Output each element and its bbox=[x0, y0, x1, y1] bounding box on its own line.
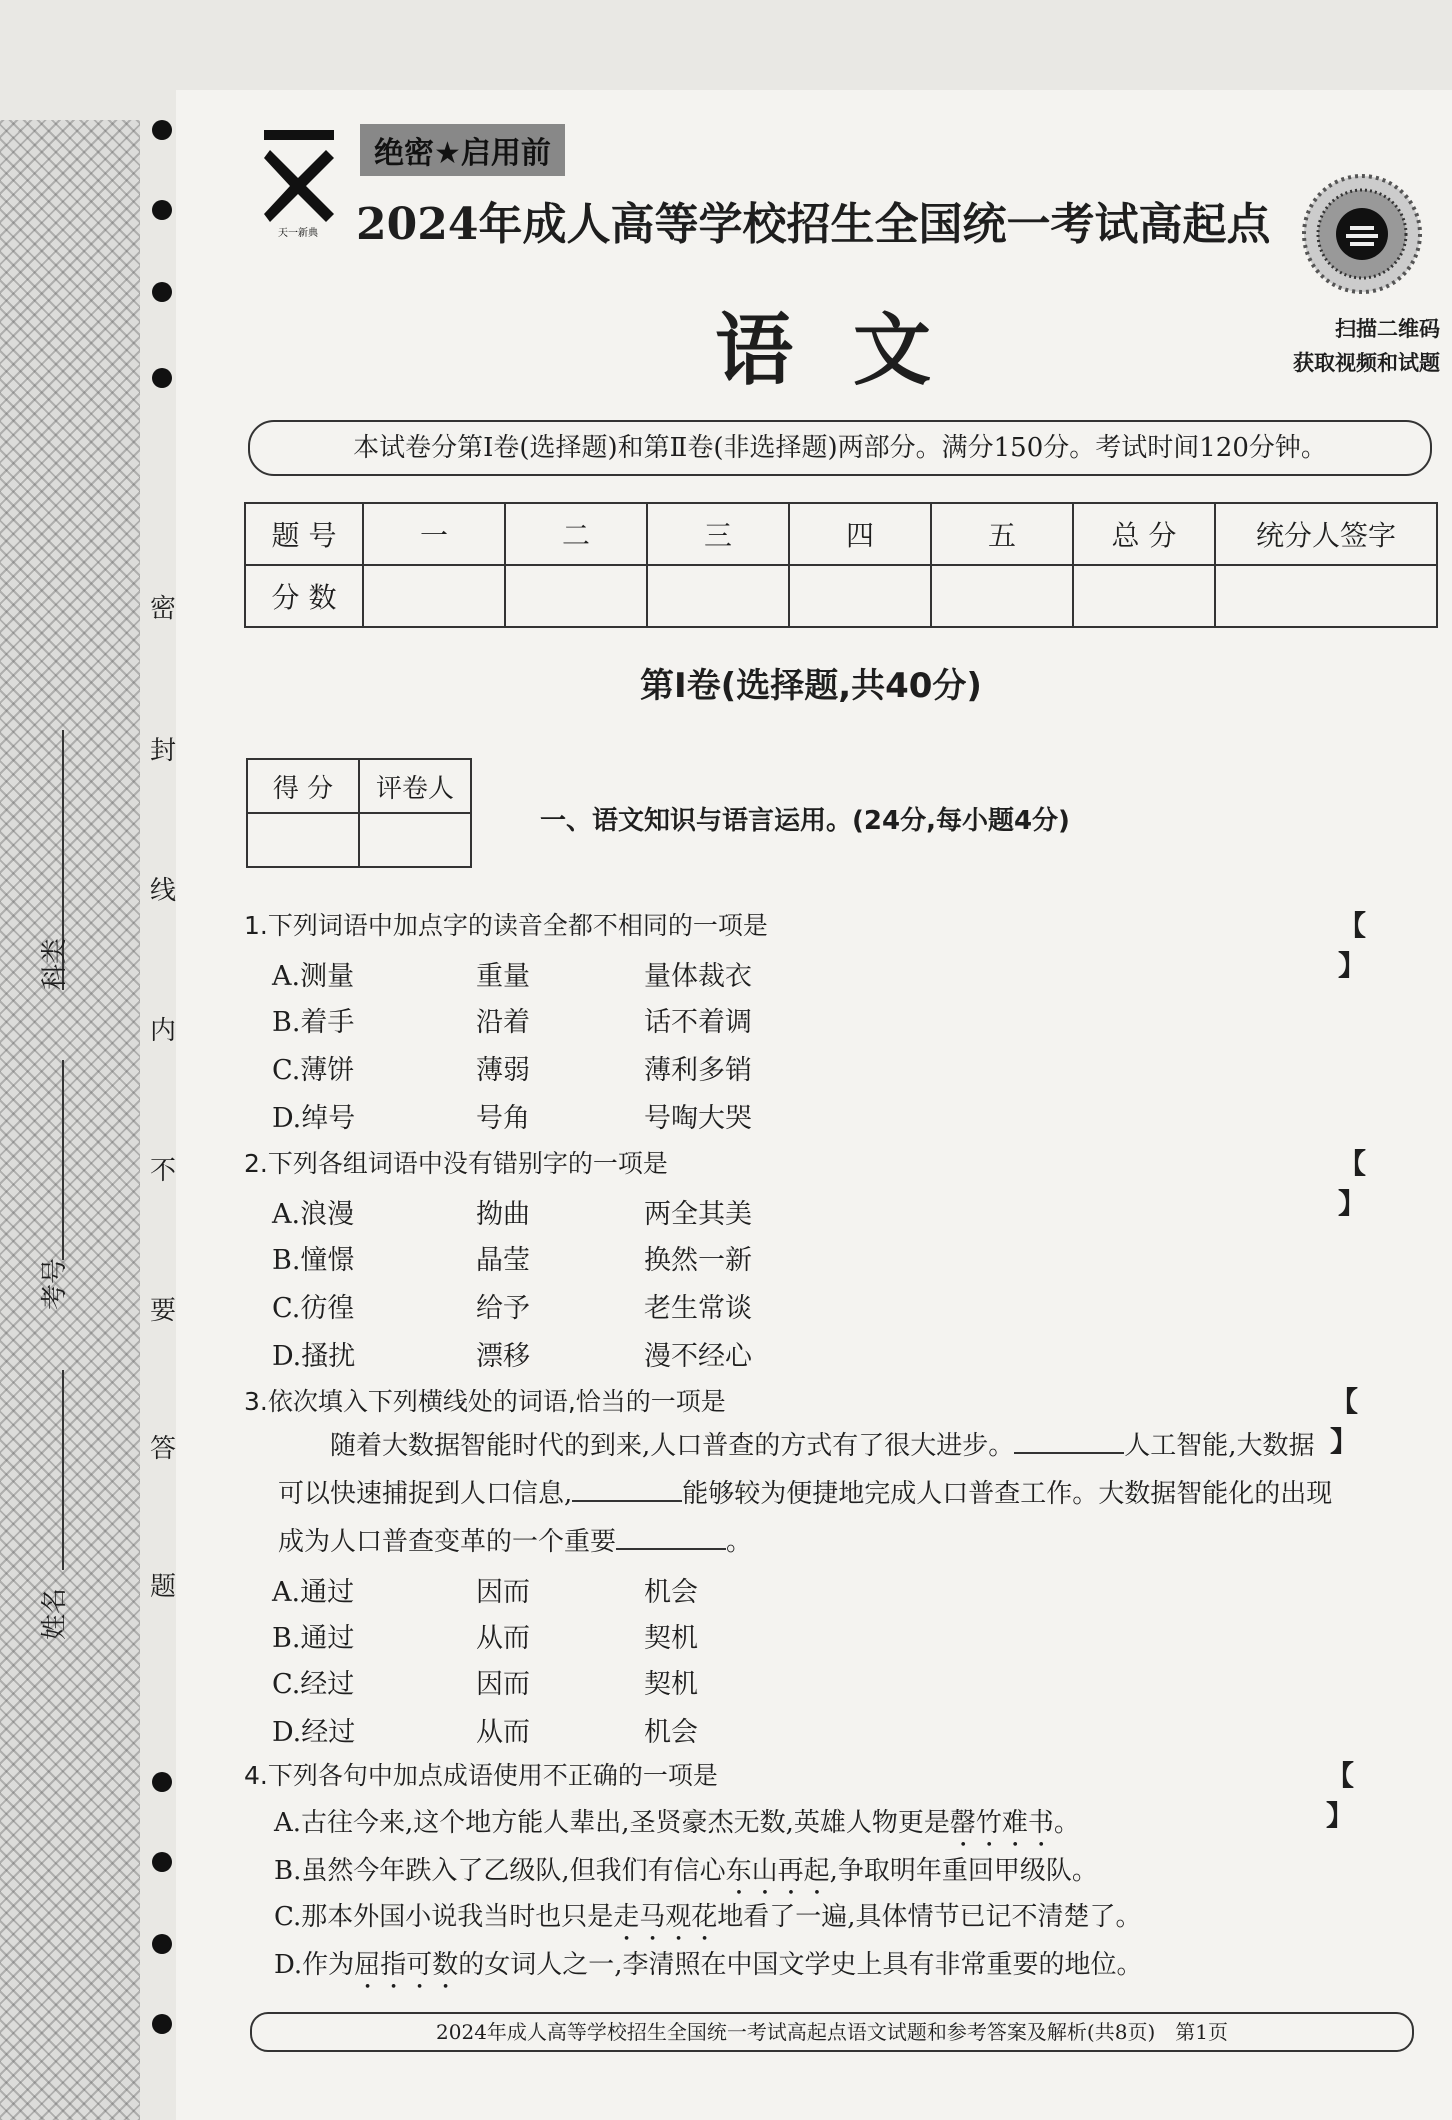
q2-option-a-1: A.浪漫 bbox=[272, 1199, 355, 1230]
q4-c-text: C.那本外国小说我当时也只是 bbox=[274, 1902, 614, 1932]
binding-margin bbox=[0, 120, 140, 2120]
secrecy-banner: 绝密★启用前 bbox=[360, 124, 565, 176]
q3-option-b-3: 契机 bbox=[644, 1623, 698, 1654]
score-header: 四 bbox=[789, 503, 931, 565]
binding-hole bbox=[152, 282, 172, 302]
field-line-name[interactable] bbox=[62, 1370, 64, 1570]
q1-option-d-1: D.绰号 bbox=[272, 1103, 356, 1134]
seal-char: 要 bbox=[149, 1296, 176, 1326]
q4-d-text: D.作为 bbox=[274, 1950, 355, 1980]
q4-option-b bbox=[274, 1850, 1098, 1901]
score-cell[interactable] bbox=[789, 565, 931, 627]
score-cell[interactable] bbox=[505, 565, 647, 627]
q2-option-d-3: 漫不经心 bbox=[644, 1341, 752, 1372]
q3-blank-1[interactable] bbox=[1014, 1426, 1124, 1454]
score-header: 二 bbox=[505, 503, 647, 565]
q3-option-c-3: 契机 bbox=[644, 1669, 698, 1700]
score-header: 三 bbox=[647, 503, 789, 565]
q3-option-b-2: 从而 bbox=[476, 1623, 530, 1654]
score-cell[interactable] bbox=[1073, 565, 1215, 627]
grade-score-cell[interactable] bbox=[247, 813, 359, 867]
q3-option-c-2: 因而 bbox=[476, 1669, 530, 1700]
q3-passage-line1 bbox=[278, 1422, 1428, 1470]
q4-a-text: A.古往今来,这个地方能人辈出,圣贤豪杰无数,英雄人物更是 bbox=[274, 1808, 950, 1838]
subject-title: 语文 bbox=[715, 305, 992, 396]
q4-option-d bbox=[274, 1944, 1142, 1995]
q3-answer-bracket[interactable]: 【 】 bbox=[1330, 1385, 1397, 1458]
q3-option-d-1: D.经过 bbox=[272, 1717, 356, 1748]
brand-name: 天一新典 bbox=[278, 228, 318, 238]
seal-char: 线 bbox=[149, 876, 176, 906]
q1-option-a-1: A.测量 bbox=[272, 961, 355, 992]
binding-hole bbox=[152, 1934, 172, 1954]
q1-option-d-3: 号啕大哭 bbox=[644, 1103, 752, 1134]
q3-option-b-1: B.通过 bbox=[272, 1623, 355, 1654]
q1-option-b-2: 沿着 bbox=[476, 1007, 530, 1038]
q2-option-b-2: 晶莹 bbox=[476, 1245, 530, 1276]
q4-answer-bracket[interactable]: 【 】 bbox=[1326, 1759, 1393, 1832]
q3-blank-3[interactable] bbox=[616, 1522, 726, 1550]
binding-hole bbox=[152, 200, 172, 220]
field-line-examno[interactable] bbox=[62, 1060, 64, 1260]
page-footer: 2024年成人高等学校招生全国统一考试高起点语文试题和参考答案及解析(共8页) 第1页 bbox=[250, 2012, 1414, 2052]
q3-line2-text-b: 能够较为便捷地完成人口普查工作。大数据智能化的出现 bbox=[682, 1479, 1333, 1509]
q4-d-idiom: 屈指可数 bbox=[354, 1950, 459, 1980]
score-header: 一 bbox=[363, 503, 505, 565]
score-header: 题 号 bbox=[245, 503, 363, 565]
publisher-logo bbox=[262, 128, 340, 238]
q3-line1-text-a: 随着大数据智能时代的到来,人口普查的方式有了很大进步。 bbox=[330, 1431, 1015, 1461]
q3-line3-text-b: 。 bbox=[726, 1527, 753, 1557]
q1-answer-bracket[interactable]: 【 】 bbox=[1338, 909, 1405, 982]
q1-option-b-3: 话不着调 bbox=[644, 1007, 752, 1038]
q3-passage bbox=[278, 1422, 1428, 1566]
score-cell[interactable] bbox=[647, 565, 789, 627]
q3-option-c-1: C.经过 bbox=[272, 1669, 355, 1700]
q2-option-a-3: 两全其美 bbox=[644, 1199, 752, 1230]
q1-option-c-1: C.薄饼 bbox=[272, 1055, 355, 1086]
score-header: 五 bbox=[931, 503, 1073, 565]
q4-stem: 4.下列各句中加点成语使用不正确的一项是 bbox=[244, 1761, 718, 1790]
q1-option-c-2: 薄弱 bbox=[476, 1055, 530, 1086]
qr-code-icon[interactable] bbox=[1302, 174, 1422, 294]
q4-a-idiom: 罄竹难书 bbox=[949, 1808, 1054, 1838]
q2-option-a-2: 拗曲 bbox=[476, 1199, 530, 1230]
q3-passage-line2 bbox=[278, 1470, 1428, 1518]
q2-answer-bracket[interactable]: 【 】 bbox=[1338, 1147, 1405, 1220]
q2-option-b-3: 换然一新 bbox=[644, 1245, 752, 1276]
q3-option-d-3: 机会 bbox=[644, 1717, 698, 1748]
q4-option-c bbox=[274, 1896, 1142, 1947]
seal-char: 题 bbox=[149, 1572, 176, 1602]
qr-caption bbox=[1262, 312, 1440, 380]
q3-blank-2[interactable] bbox=[572, 1474, 682, 1502]
score-table bbox=[244, 502, 1438, 628]
binding-hole bbox=[152, 368, 172, 388]
q1-option-a-3: 量体裁衣 bbox=[644, 961, 752, 992]
exam-title: 2024年成人高等学校招生全国统一考试高起点 bbox=[356, 199, 1271, 250]
score-header: 总 分 bbox=[1073, 503, 1215, 565]
logo-icon bbox=[262, 128, 340, 238]
score-cell[interactable] bbox=[363, 565, 505, 627]
q1-option-d-2: 号角 bbox=[476, 1103, 530, 1134]
section1-title: 一、语文知识与语言运用。(24分,每小题4分) bbox=[540, 806, 1070, 836]
q2-option-c-2: 给予 bbox=[476, 1293, 530, 1324]
qr-caption-line1: 扫描二维码 bbox=[1335, 317, 1440, 341]
field-label-name: 姓名 bbox=[40, 1587, 70, 1640]
q3-line3-text-a: 成为人口普查变革的一个重要 bbox=[278, 1527, 617, 1557]
q3-option-a-3: 机会 bbox=[644, 1577, 698, 1608]
q4-b-text: B.虽然今年跌入了乙级队,但我们有信心 bbox=[274, 1856, 726, 1886]
q4-b-idiom: 东山再起 bbox=[725, 1856, 830, 1886]
q1-option-c-3: 薄利多销 bbox=[644, 1055, 752, 1086]
exam-notice: 本试卷分第Ⅰ卷(选择题)和第Ⅱ卷(非选择题)两部分。满分150分。考试时间120分钟。 bbox=[248, 420, 1432, 476]
seal-char: 密 bbox=[149, 594, 176, 624]
q1-option-a-2: 重量 bbox=[476, 961, 530, 992]
q3-line2-text-a: 可以快速捕捉到人口信息, bbox=[278, 1479, 573, 1509]
score-cell[interactable] bbox=[931, 565, 1073, 627]
binding-hole bbox=[152, 2014, 172, 2034]
grade-grader-cell[interactable] bbox=[359, 813, 471, 867]
q2-stem: 2.下列各组词语中没有错别字的一项是 bbox=[244, 1149, 668, 1178]
q4-b-end: ,争取明年重回甲级队。 bbox=[829, 1856, 1098, 1886]
q1-option-b-1: B.着手 bbox=[272, 1007, 355, 1038]
q3-option-d-2: 从而 bbox=[476, 1717, 530, 1748]
seal-char: 封 bbox=[149, 736, 176, 766]
binding-hole bbox=[152, 120, 172, 140]
seal-char: 答 bbox=[149, 1434, 176, 1464]
q3-line1-text-b: 人工智能,大数据 bbox=[1124, 1431, 1315, 1461]
q3-option-a-2: 因而 bbox=[476, 1577, 530, 1608]
q2-option-d-1: D.搔扰 bbox=[272, 1341, 356, 1372]
qr-caption-line2: 获取视频和试题 bbox=[1293, 351, 1440, 375]
score-row-label: 分 数 bbox=[245, 565, 363, 627]
binding-hole bbox=[152, 1772, 172, 1792]
q2-option-c-1: C.彷徨 bbox=[272, 1293, 355, 1324]
q4-d-end: 的女词人之一,李清照在中国文学史上具有非常重要的地位。 bbox=[458, 1950, 1143, 1980]
seal-char: 不 bbox=[149, 1156, 176, 1186]
score-header: 统分人签字 bbox=[1215, 503, 1437, 565]
q4-c-end: 地看了一遍,具体情节已记不清楚了。 bbox=[717, 1902, 1142, 1932]
q4-c-idiom: 走马观花 bbox=[613, 1902, 718, 1932]
q3-passage-line3 bbox=[278, 1518, 1428, 1566]
field-label-subject: 科类 bbox=[40, 937, 70, 990]
q2-option-b-1: B.憧憬 bbox=[272, 1245, 355, 1276]
q3-stem: 3.依次填入下列横线处的词语,恰当的一项是 bbox=[244, 1387, 726, 1416]
score-cell[interactable] bbox=[1215, 565, 1437, 627]
q2-option-c-3: 老生常谈 bbox=[644, 1293, 752, 1324]
field-label-examno: 考号 bbox=[40, 1257, 70, 1310]
part1-title: 第Ⅰ卷(选择题,共40分) bbox=[640, 666, 982, 706]
q4-option-a bbox=[274, 1802, 1080, 1853]
grade-grader-label: 评卷人 bbox=[359, 759, 471, 813]
q3-option-a-1: A.通过 bbox=[272, 1577, 355, 1608]
grade-box bbox=[246, 758, 472, 868]
binding-hole bbox=[152, 1852, 172, 1872]
q4-a-end: 。 bbox=[1053, 1808, 1080, 1838]
seal-char: 内 bbox=[149, 1016, 176, 1046]
q1-stem: 1.下列词语中加点字的读音全都不相同的一项是 bbox=[244, 911, 768, 940]
q2-option-d-2: 漂移 bbox=[476, 1341, 530, 1372]
grade-score-label: 得 分 bbox=[247, 759, 359, 813]
